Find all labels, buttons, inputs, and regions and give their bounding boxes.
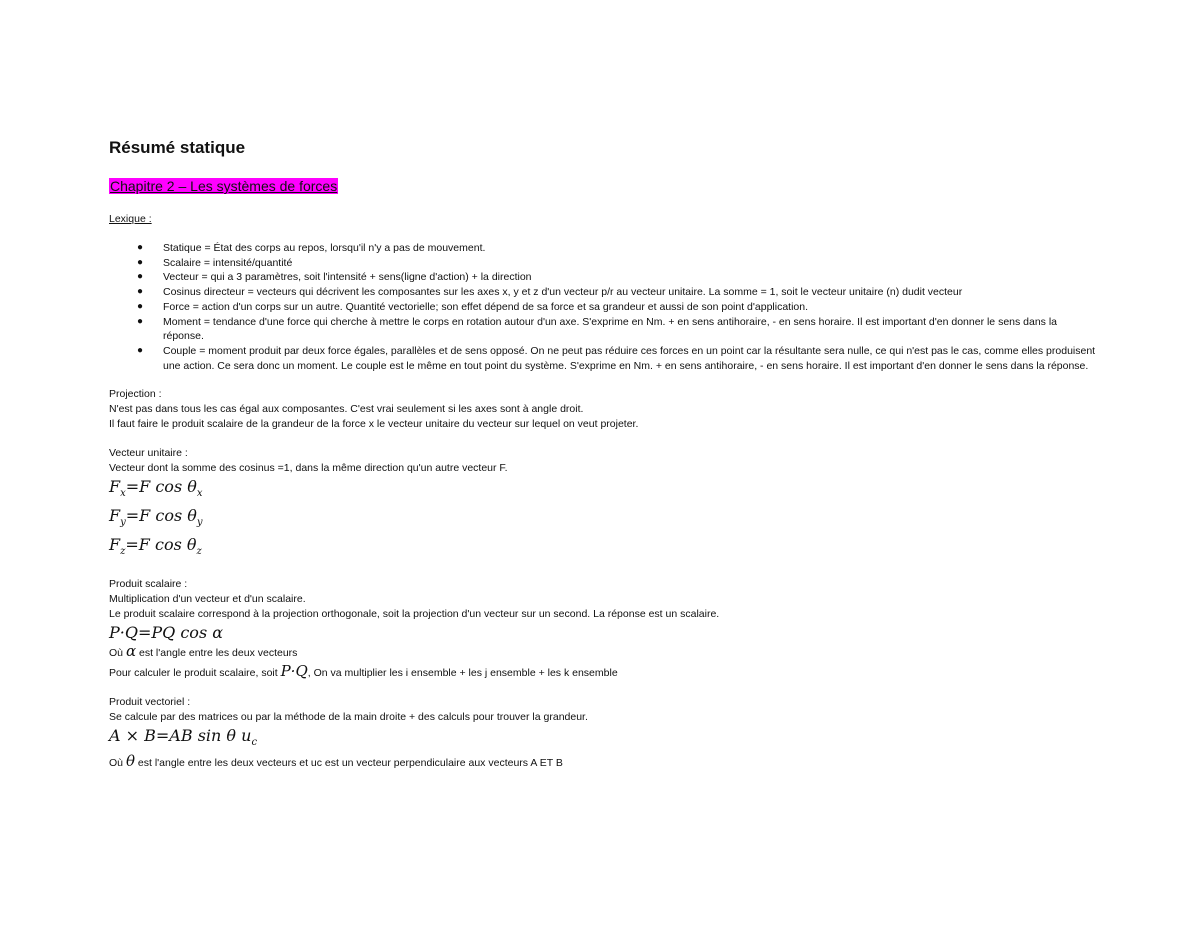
calc-prefix: Pour calculer le produit scalaire, soit bbox=[109, 667, 278, 680]
unit-vector-section bbox=[109, 446, 1099, 563]
formula-lhs: F bbox=[109, 535, 121, 555]
formula-sub: c bbox=[251, 737, 258, 749]
list-item bbox=[109, 300, 1099, 315]
list-item-text: Statique = État des corps au repos, lorsqu'il n'y a pas de mouvement. bbox=[163, 242, 486, 254]
formula-fx bbox=[109, 476, 1099, 505]
alpha-symbol: α bbox=[125, 642, 137, 661]
list-item-text: Couple = moment produit par deux force égales, parallèles et de sens opposé. On ne peut pas réduire ces forces en un point car la résultante sera nulle, ce qui n'est pas le cas, comme elles produisent une action. Ce sera donc un moment. Le couple est le même en tout point du système. S'exprime en Nm. + en sens antihoraire, - en sens horaire. Il est important d'en donner le sens dans la réponse. bbox=[163, 344, 1096, 372]
formula-sub: y bbox=[120, 517, 126, 529]
bullet-icon: ● bbox=[137, 242, 144, 253]
lexique-label: Lexique : bbox=[109, 213, 152, 225]
list-item bbox=[109, 344, 1099, 373]
projection-section bbox=[109, 387, 1099, 432]
list-item-text: Moment = tendance d'une force qui cherche à mettre le corps en rotation autour d'un axe. S'exprime en Nm. + en sens antihoraire, - en sens horaire. Il est important d'en donner le sens dans la réponse. bbox=[163, 315, 1058, 343]
vector-product-heading: Produit vectoriel : bbox=[109, 696, 191, 709]
chapter-heading bbox=[109, 177, 1099, 195]
scalar-product-calc bbox=[109, 664, 1099, 681]
vector-product-formula bbox=[109, 725, 1099, 754]
scalar-product-line-1: Multiplication d'un vecteur et d'un scalaire. bbox=[109, 593, 306, 606]
calc-suffix: , On va multiplier les i ensemble + les j ensemble + les k ensemble bbox=[307, 667, 618, 680]
where-suffix: est l'angle entre les deux vecteurs et uc est un vecteur perpendiculaire aux vecteurs A ET B bbox=[137, 757, 563, 770]
formula-fy bbox=[109, 505, 1099, 534]
list-item-text: Cosinus directeur = vecteurs qui décrivent les composantes sur les axes x, y et z d'un vecteur p/r au vecteur unitaire. La somme = 1, soit le vecteur unitaire (n) dudit vecteur bbox=[163, 286, 963, 299]
formula-sub: z bbox=[120, 546, 126, 558]
formula-lhs: F bbox=[109, 477, 121, 497]
formula-rhs: =F cos θ bbox=[125, 535, 197, 555]
unit-vector-line-1: Vecteur dont la somme des cosinus =1, dans la même direction qu'un autre vecteur F. bbox=[109, 462, 508, 475]
bullet-icon: ● bbox=[137, 344, 144, 356]
formula-sub: x bbox=[120, 488, 126, 500]
formula-lhs: F bbox=[109, 506, 121, 526]
formula-fz bbox=[109, 534, 1099, 563]
projection-heading: Projection : bbox=[109, 388, 162, 401]
formula-main: A × B=AB sin θ u bbox=[109, 726, 252, 746]
bullet-icon: ● bbox=[137, 256, 144, 268]
document-title: Résumé statique bbox=[109, 138, 246, 157]
formula-rsub: x bbox=[196, 488, 203, 500]
projection-line-1: N'est pas dans tous les cas égal aux composantes. C'est vrai seulement si les axes sont à angle droit. bbox=[109, 403, 584, 416]
where-prefix: Où bbox=[109, 647, 124, 660]
where-suffix: est l'angle entre les deux vecteurs bbox=[139, 647, 298, 660]
projection-line-2: Il faut faire le produit scalaire de la grandeur de la force x le vecteur unitaire du vecteur sur lequel on veut projeter. bbox=[109, 418, 639, 431]
theta-symbol: θ bbox=[125, 752, 135, 771]
bullet-icon: ● bbox=[137, 315, 144, 327]
list-item-text: Force = action d'un corps sur un autre. Quantité vectorielle; son effet dépend de sa force et sa grandeur et aussi de son point d'application. bbox=[163, 300, 809, 313]
bullet-icon: ● bbox=[137, 286, 144, 298]
vector-product-where bbox=[109, 754, 1099, 771]
scalar-product-heading: Produit scalaire : bbox=[109, 578, 188, 591]
formula-rhs: =F cos θ bbox=[125, 477, 197, 497]
scalar-product-section bbox=[109, 577, 1099, 681]
list-item bbox=[109, 315, 1099, 344]
list-item bbox=[109, 241, 1099, 256]
vector-product-line-1: Se calcule par des matrices ou par la méthode de la main droite + des calculs pour trouver la grandeur. bbox=[109, 711, 588, 724]
scalar-product-formula: P·Q=PQ cos α bbox=[109, 623, 224, 643]
bullet-icon: ● bbox=[137, 300, 144, 312]
formula-rhs: =F cos θ bbox=[125, 506, 197, 526]
list-item bbox=[109, 256, 1099, 271]
bullet-icon: ● bbox=[137, 271, 144, 283]
list-item bbox=[109, 285, 1099, 300]
vector-product-section bbox=[109, 695, 1099, 771]
list-item-text: Scalaire = intensité/quantité bbox=[163, 256, 293, 269]
scalar-product-line-2: Le produit scalaire correspond à la projection orthogonale, soit la projection d'un vecteur sur un second. La réponse est un scalaire. bbox=[109, 608, 720, 621]
formula-rsub: y bbox=[196, 517, 203, 529]
calc-formula: P·Q bbox=[280, 662, 308, 681]
formula-rsub: z bbox=[196, 546, 202, 558]
scalar-product-where bbox=[109, 644, 1099, 661]
list-item bbox=[109, 270, 1099, 285]
where-prefix: Où bbox=[109, 757, 124, 770]
document-content bbox=[109, 137, 1099, 771]
chapter-highlight: Chapitre 2 – Les systèmes de forces bbox=[110, 178, 338, 194]
list-item-text: Vecteur = qui a 3 paramètres, soit l'intensité + sens(ligne d'action) + la direction bbox=[163, 271, 532, 284]
lexique-list bbox=[109, 241, 1099, 373]
unit-vector-heading: Vecteur unitaire : bbox=[109, 447, 188, 460]
